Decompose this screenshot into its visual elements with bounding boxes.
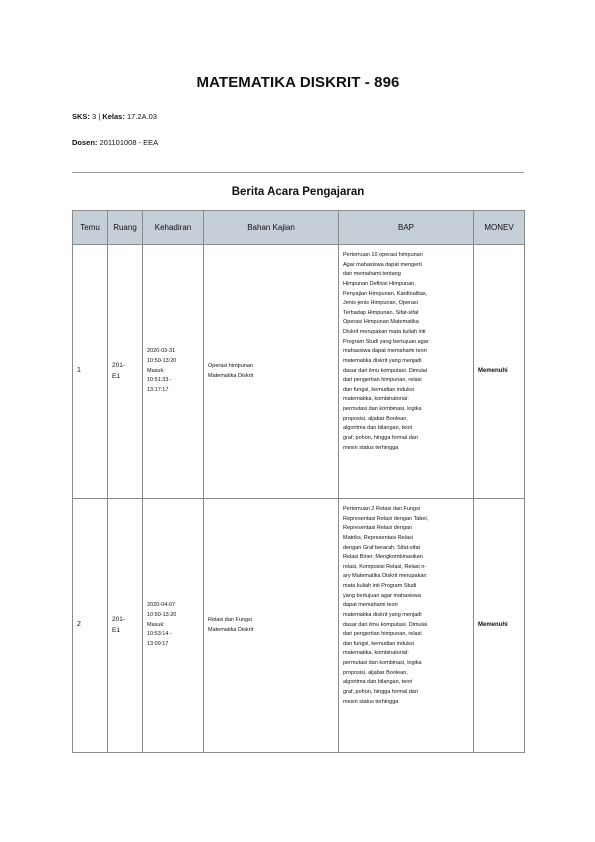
- text-line: Diskrit merupakan mata kuliah inti: [343, 329, 426, 335]
- dosen-label: Dosen:: [72, 138, 98, 147]
- sks-label: SKS:: [72, 112, 90, 121]
- text-line: Masuk:: [147, 367, 165, 374]
- bahan-kajian-lines: [208, 616, 334, 635]
- text-line: matematika, kombinatorial:: [343, 396, 409, 403]
- text-line: Relasi Biner, Mengkombinasikan: [343, 554, 423, 561]
- text-line: Terhadap Himpunan, Sifat-sifat: [343, 309, 419, 316]
- cell-ruang: [108, 499, 143, 753]
- cell-temu: 2: [73, 499, 108, 753]
- meta-separator: |: [98, 112, 101, 121]
- text-line: yang bertujuan agar mahasiswa: [343, 592, 421, 599]
- text-line: 10:50-13:20: [147, 612, 177, 619]
- text-line: dengan Graf berarah, Sifat-sifat: [343, 544, 421, 551]
- header-temu: Temu: [73, 211, 108, 245]
- text-line: E1: [112, 372, 120, 380]
- text-line: ary Matematika Diskrit merupakan: [343, 573, 427, 580]
- text-line: mesin status terhingga: [343, 444, 399, 451]
- header-monev: MONEV: [474, 211, 525, 245]
- cell-bap: [339, 245, 474, 499]
- text-line: permutasi dan kombinasi, logika: [343, 406, 422, 412]
- text-line: Agar mahasiswa dapat mengerti: [343, 261, 422, 268]
- header-ruang: Ruang: [108, 211, 143, 245]
- text-line: 13:09:17: [147, 640, 169, 647]
- divider: [72, 172, 524, 173]
- text-line: 10:53:14 -: [147, 631, 172, 638]
- text-line: mesin status terhingga: [343, 698, 399, 705]
- sks-value: 3: [92, 112, 97, 121]
- kehadiran-lines: [147, 347, 199, 395]
- text-line: dapat memahami teori: [343, 602, 398, 609]
- text-line: algoritma dan bilangan, teori: [343, 679, 413, 686]
- cell-monev: Memenuhi: [474, 245, 525, 499]
- text-line: Relasi dan Fungsi: [208, 616, 253, 623]
- text-line: proposisi, aljabar Boolean,: [343, 669, 408, 676]
- teaching-report-table: [72, 210, 525, 753]
- text-line: mahasiswa dapat memahami teori: [343, 348, 427, 355]
- section-title: Berita Acara Pengajaran: [231, 186, 365, 198]
- text-line: matematika diskrit yang menjadi: [343, 611, 422, 618]
- text-line: dasar dari ilmu komputasi. Dimulai: [343, 621, 428, 628]
- text-line: dan fungsi, kemudian induksi: [343, 386, 414, 393]
- text-line: dari pengertian himpunan, relasi: [343, 631, 422, 638]
- course-title: MATEMATIKA DISKRIT - 896: [196, 74, 400, 91]
- text-line: Himpunan Definisi Himpunan,: [343, 280, 416, 287]
- text-line: 201-: [112, 616, 126, 624]
- text-line: Masuk:: [147, 621, 165, 628]
- cell-bap: [339, 499, 474, 753]
- kehadiran-lines: [147, 601, 199, 649]
- cell-monev: Memenuhi: [474, 499, 525, 753]
- kelas-label: Kelas:: [102, 112, 125, 121]
- ruang-lines: [112, 361, 138, 382]
- header-kehadiran: Kehadiran: [143, 211, 204, 245]
- cell-bahan-kajian: [204, 245, 339, 499]
- table-row: [73, 245, 525, 499]
- cell-bahan-kajian: [204, 499, 339, 753]
- dosen-value: 201101008 - EEA: [99, 138, 159, 147]
- text-line: relasi, Komposisi Relasi, Relasi n-: [343, 563, 427, 570]
- cell-kehadiran: [143, 499, 204, 753]
- text-line: dari pengertian himpunan, relasi: [343, 377, 422, 384]
- text-line: 10:51:33 -: [147, 377, 172, 384]
- text-line: matematika diskrit yang menjadi: [343, 357, 422, 364]
- text-line: dan fungsi, kemudian induksi: [343, 640, 414, 647]
- text-line: Program Studi yang bertujuan agar: [343, 338, 429, 345]
- text-line: Jenis-jenis Himpunan, Operasi: [343, 300, 418, 307]
- bahan-kajian-lines: [208, 362, 334, 381]
- text-line: proposisi, aljabar Boolean,: [343, 415, 408, 422]
- text-line: Operasi himpunan: [208, 362, 253, 369]
- text-line: 2020-04-07: [147, 602, 176, 609]
- course-meta-dosen: [72, 138, 158, 147]
- text-line: graf, pohon, hingga formal dan: [343, 688, 418, 695]
- text-line: 2020-03-31: [147, 348, 176, 355]
- text-line: Pertemuan 10 operasi himpunan: [343, 252, 423, 258]
- text-line: Pertemuan 2 Relasi dan Fungsi: [343, 506, 421, 512]
- header-bap: BAP: [339, 211, 474, 245]
- text-line: Matriks, Representasi Relasi: [343, 534, 413, 541]
- ruang-lines: [112, 615, 138, 636]
- text-line: Representasi Relasi dengan: [343, 525, 413, 532]
- text-line: algoritma dan bilangan, teori: [343, 425, 413, 432]
- text-line: mata kuliah inti Program Studi: [343, 583, 417, 589]
- table-header-row: [73, 211, 525, 245]
- text-line: graf, pohon, hingga formal dan: [343, 434, 418, 441]
- text-line: 10:50-13:20: [147, 358, 177, 365]
- table-row: [73, 499, 525, 753]
- course-meta-sks-kelas: [72, 112, 157, 121]
- kelas-value: 17.2A.03: [126, 112, 157, 121]
- cell-kehadiran: [143, 245, 204, 499]
- text-line: Penyajian Himpunan, Kardinalitas,: [343, 290, 428, 297]
- text-line: Operasi Himpunan Matematika: [343, 319, 419, 326]
- text-line: Representasi Relasi dengan Tabel,: [343, 515, 429, 522]
- bap-lines: [343, 251, 469, 453]
- text-line: matematika, kombinatorial:: [343, 650, 409, 657]
- cell-ruang: [108, 245, 143, 499]
- text-line: E1: [112, 626, 120, 634]
- text-line: 13:17:17: [147, 386, 169, 393]
- header-bahan-kajian: Bahan Kajian: [204, 211, 339, 245]
- text-line: dan memahami tentang: [343, 271, 401, 278]
- bap-lines: [343, 505, 469, 707]
- text-line: dasar dari ilmu komputasi. Dimulai: [343, 367, 428, 374]
- text-line: Matematika Diskrit: [208, 372, 254, 379]
- text-line: permutasi dan kombinasi, logika: [343, 660, 422, 666]
- text-line: 201-: [112, 362, 126, 370]
- text-line: Matematika Diskrit: [208, 626, 254, 633]
- cell-temu: 1: [73, 245, 108, 499]
